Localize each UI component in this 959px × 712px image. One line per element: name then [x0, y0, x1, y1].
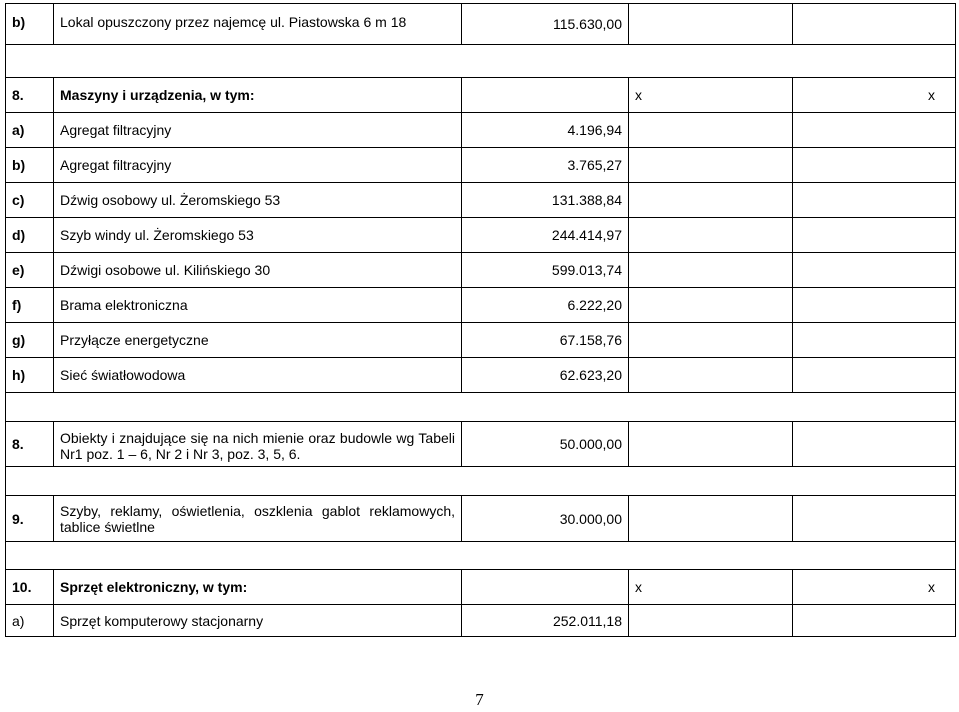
- row-description: Brama elektroniczna: [54, 288, 462, 323]
- row-number: b): [6, 148, 54, 183]
- row-description: Sprzęt komputerowy stacjonarny: [54, 605, 462, 637]
- row-col5: [793, 183, 956, 218]
- row-col4: [629, 148, 793, 183]
- row-number: a): [6, 113, 54, 148]
- row-description: Agregat filtracyjny: [54, 113, 462, 148]
- row-description: Sprzęt elektroniczny, w tym:: [54, 570, 462, 605]
- row-col5: [793, 422, 956, 467]
- row-description: Dźwigi osobowe ul. Kilińskiego 30: [54, 253, 462, 288]
- row-col4: x: [629, 570, 793, 605]
- row-description: Sieć światłowodowa: [54, 358, 462, 393]
- row-col4: [629, 218, 793, 253]
- row-description: Przyłącze energetyczne: [54, 323, 462, 358]
- row-number: 8.: [6, 78, 54, 113]
- row-col5: [793, 4, 956, 45]
- table-row: [6, 323, 956, 358]
- row-value: 3.765,27: [462, 148, 629, 183]
- table-row: [6, 288, 956, 323]
- table-row: [6, 218, 956, 253]
- row-number: 10.: [6, 570, 54, 605]
- row-col5: x: [793, 570, 956, 605]
- table-row: [6, 253, 956, 288]
- row-number: 9.: [6, 496, 54, 542]
- row-value: 67.158,76: [462, 323, 629, 358]
- blank-cell: [6, 467, 956, 496]
- table-row: [6, 148, 956, 183]
- table-row: [6, 78, 956, 113]
- row-number: f): [6, 288, 54, 323]
- blank-cell: [6, 393, 956, 422]
- row-number: a): [6, 605, 54, 637]
- row-col4: [629, 323, 793, 358]
- row-description: Dźwig osobowy ul. Żeromskiego 53: [54, 183, 462, 218]
- row-value: [462, 78, 629, 113]
- row-col5: [793, 323, 956, 358]
- row-col5: x: [793, 78, 956, 113]
- row-description: Obiekty i znajdujące się na nich mienie oraz budowle wg Tabeli Nr1 poz. 1 – 6, Nr 2 i Nr 3, poz. 3, 5, 6.: [54, 422, 462, 467]
- blank-cell: [6, 45, 956, 78]
- row-value: 4.196,94: [462, 113, 629, 148]
- row-col5: [793, 253, 956, 288]
- table-row: [6, 605, 956, 637]
- row-number: b): [6, 4, 54, 45]
- row-value: 62.623,20: [462, 358, 629, 393]
- row-description: Agregat filtracyjny: [54, 148, 462, 183]
- row-col5: [793, 496, 956, 542]
- blank-cell: [6, 542, 956, 570]
- row-col4: [629, 605, 793, 637]
- row-col4: [629, 183, 793, 218]
- spacer-row: [6, 467, 956, 496]
- row-number: 8.: [6, 422, 54, 467]
- row-value: 6.222,20: [462, 288, 629, 323]
- spacer-row: [6, 542, 956, 570]
- row-col4: [629, 113, 793, 148]
- row-number: d): [6, 218, 54, 253]
- row-value: [462, 570, 629, 605]
- spacer-row: [6, 45, 956, 78]
- row-description: Szyby, reklamy, oświetlenia, oszklenia gablot reklamowych, tablice świetlne: [54, 496, 462, 542]
- row-value: 50.000,00: [462, 422, 629, 467]
- row-number: h): [6, 358, 54, 393]
- row-col5: [793, 113, 956, 148]
- row-col5: [793, 288, 956, 323]
- row-value: 30.000,00: [462, 496, 629, 542]
- row-value: 131.388,84: [462, 183, 629, 218]
- row-number: g): [6, 323, 54, 358]
- row-col5: [793, 148, 956, 183]
- spacer-row: [6, 393, 956, 422]
- row-value: 115.630,00: [462, 4, 629, 45]
- row-description: Lokal opuszczony przez najemcę ul. Piastowska 6 m 18: [54, 4, 462, 45]
- row-number: c): [6, 183, 54, 218]
- row-col4: [629, 288, 793, 323]
- row-value: 599.013,74: [462, 253, 629, 288]
- table-row: [6, 570, 956, 605]
- table-row: [6, 496, 956, 542]
- row-value: 252.011,18: [462, 605, 629, 637]
- row-col5: [793, 358, 956, 393]
- table-row: [6, 4, 956, 45]
- row-description: Szyb windy ul. Żeromskiego 53: [54, 218, 462, 253]
- row-number: e): [6, 253, 54, 288]
- row-col4: [629, 4, 793, 45]
- table-row: [6, 183, 956, 218]
- insurance-property-table: [5, 3, 956, 637]
- row-value: 244.414,97: [462, 218, 629, 253]
- table-row: [6, 422, 956, 467]
- row-col5: [793, 605, 956, 637]
- row-col4: [629, 358, 793, 393]
- table-row: [6, 358, 956, 393]
- row-description: Maszyny i urządzenia, w tym:: [54, 78, 462, 113]
- row-col5: [793, 218, 956, 253]
- row-col4: [629, 253, 793, 288]
- row-col4: [629, 422, 793, 467]
- row-col4: x: [629, 78, 793, 113]
- page-number: 7: [475, 690, 484, 709]
- row-col4: [629, 496, 793, 542]
- table-row: [6, 113, 956, 148]
